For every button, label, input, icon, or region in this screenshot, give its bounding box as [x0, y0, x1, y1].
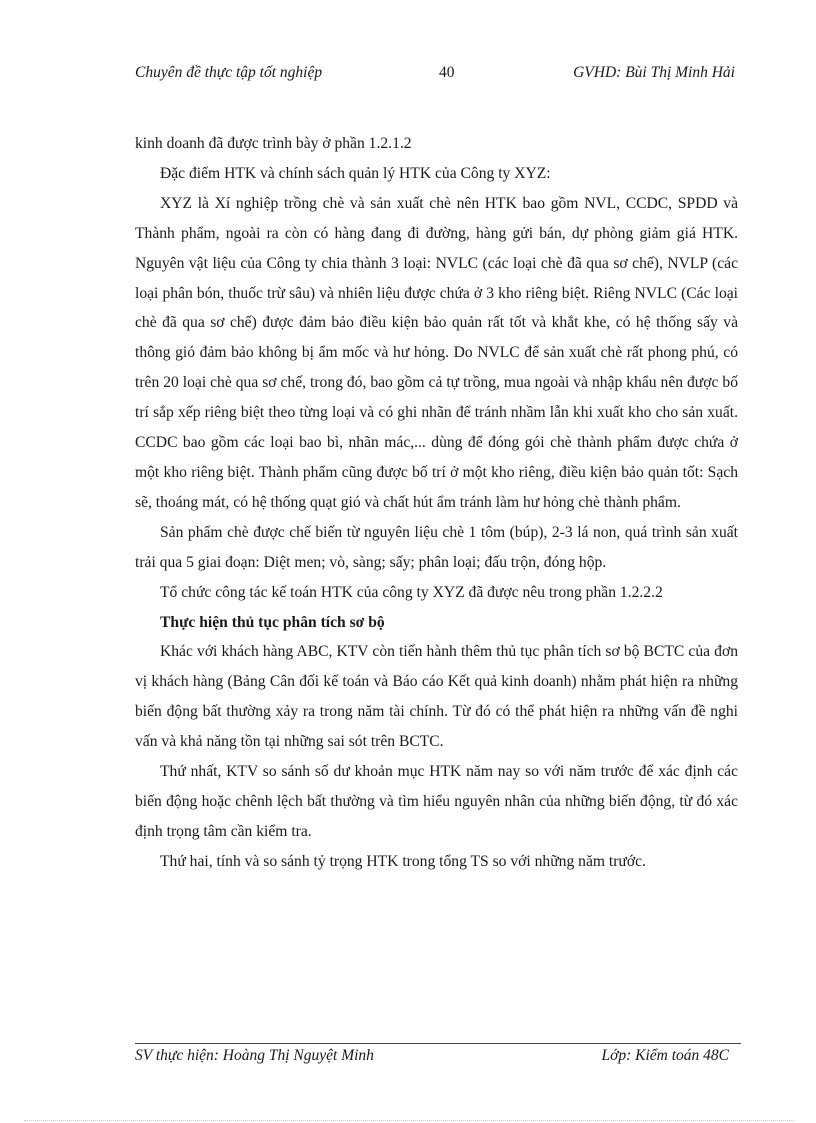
paragraph-production-process: Sản phẩm chè được chế biến từ nguyên liệu chè 1 tôm (búp), 2-3 lá non, quá trình sản xuất trải qua 5 giai đoạn: Diệt men; vò, sàng; sấy; phân loại; đấu trộn, đóng hộp.: [135, 523, 738, 571]
paragraph-second-step: Thứ hai, tính và so sánh tỷ trọng HTK trong tổng TS so với những năm trước.: [160, 852, 646, 870]
paragraph-htk-policy-intro: Đặc điểm HTK và chính sách quản lý HTK của Công ty XYZ:: [160, 164, 551, 182]
header-document-title: Chuyên đề thực tập tốt nghiệp: [135, 64, 323, 81]
paragraph-continuation: kinh doanh đã được trình bày ở phần 1.2.1.2: [135, 135, 412, 152]
page-bottom-border: [24, 1120, 794, 1121]
footer-student: SV thực hiện: Hoàng Thị Nguyệt Minh: [135, 1047, 374, 1064]
header-supervisor: GVHD: Bùi Thị Minh Hải: [573, 64, 735, 81]
paragraph-analysis-procedure: Khác với khách hàng ABC, KTV còn tiến hành thêm thủ tục phân tích sơ bộ BCTC của đơn vị khách hàng (Bảng Cân đối kế toán và Báo cáo Kết quả kinh doanh) nhằm phát hiện ra những biến động bất thường xảy ra trong năm tài chính. Từ đó có thể phát hiện ra những vấn đề nghi vấn và khả năng tồn tại những sai sót trên BCTC.: [135, 643, 738, 751]
paragraph-accounting-organization: Tổ chức công tác kế toán HTK của công ty XYZ đã được nêu trong phần 1.2.2.2: [160, 583, 663, 601]
paragraph-first-step: Thứ nhất, KTV so sánh số dư khoản mục HTK năm nay so với năm trước để xác định các biến động hoặc chênh lệch bất thường và tìm hiểu nguyên nhân của những biến động, từ đó xác định trọng tâm cần kiểm tra.: [135, 763, 738, 840]
page-header: [135, 64, 735, 86]
page-footer: [135, 1047, 741, 1069]
footer-divider: [135, 1043, 741, 1044]
page-number: 40: [439, 64, 455, 81]
paragraph-htk-description: XYZ là Xí nghiệp trồng chè và sản xuất chè nên HTK bao gồm NVL, CCDC, SPDD và Thành phẩm, ngoài ra còn có hàng đang đi đường, hàng gửi bán, dự phòng giảm giá HTK. Nguyên vật liệu của Công ty chia thành 3 loại: NVLC (các loại chè đã qua sơ chế), NVLP (các loại phân bón, thuốc trừ sâu) và nhiên liệu được chứa ở 3 kho riêng biệt. Riêng NVLC (Các loại chè đã qua sơ chế) được đảm bảo điều kiện bảo quản rất tốt và khắt khe, có hệ thống sấy và thông gió đảm bảo không bị ẩm mốc và hư hỏng. Do NVLC để sản xuất chè rất phong phú, có trên 20 loại chè qua sơ chế, trong đó, bao gồm cả tự trồng, mua ngoài và nhập khẩu nên được bố trí sắp xếp riêng biệt theo từng loại và có ghi nhãn để tránh nhầm lẫn khi xuất kho cho sản xuất. CCDC bao gồm các loại bao bì, nhãn mác,... dùng để đóng gói chè thành phẩm được chứa ở một kho riêng biệt. Thành phẩm cũng được bố trí ở một kho riêng, điều kiện bảo quản tốt: Sạch sẽ, thoáng mát, có hệ thống quạt gió và chất hút ẩm tránh làm hư hỏng chè thành phẩm.: [135, 194, 738, 511]
section-heading-preliminary-analysis: Thực hiện thủ tục phân tích sơ bộ: [160, 613, 385, 631]
document-body: [135, 129, 738, 877]
footer-class: Lớp: Kiểm toán 48C: [601, 1047, 729, 1064]
